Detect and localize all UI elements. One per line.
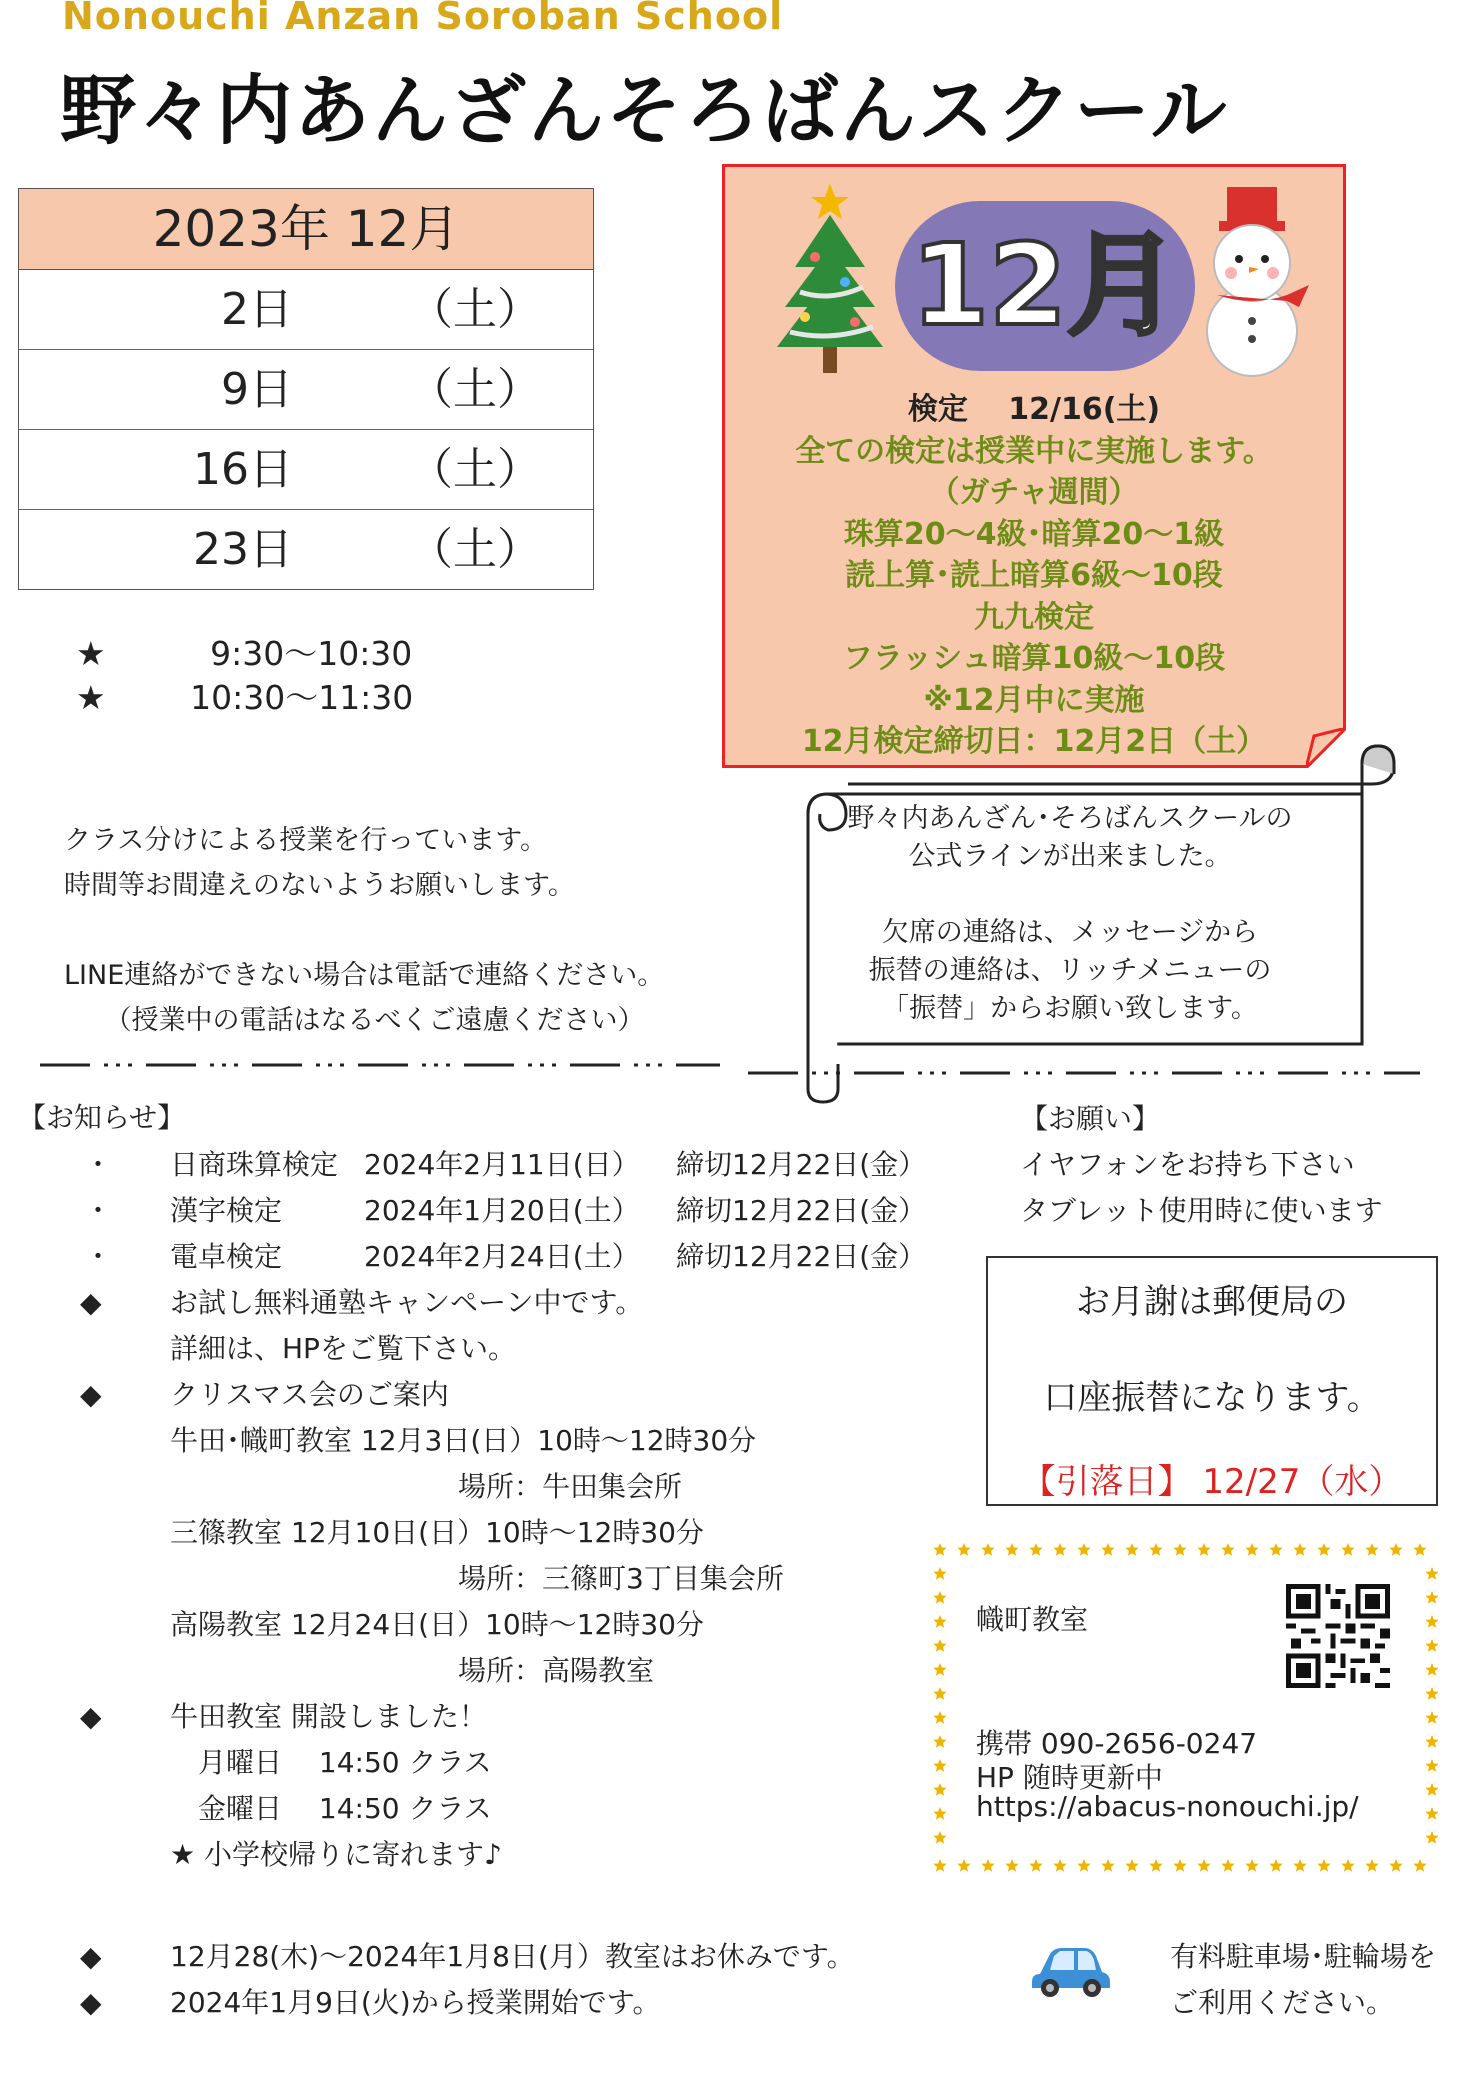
notice-text: 月曜日 14:50 クラス [170,1746,492,1779]
exam-notice-item [84,1142,926,1188]
notice-text: ★ 小学校帰りに寄れます♪ [170,1838,502,1871]
notice-list [80,1280,784,1878]
border-star [1149,1543,1162,1556]
border-star [1269,1543,1282,1556]
border-star [1077,1859,1090,1872]
border-star [1425,1615,1438,1628]
border-star [1341,1859,1354,1872]
diamond-icon: ◆ [80,1700,102,1733]
border-star [1341,1543,1354,1556]
website-link[interactable]: https://abacus-nonouchi.jp/ [976,1790,1359,1823]
border-star [957,1543,970,1556]
notice-text: 場所：高陽教室 [458,1654,655,1687]
exam-line: 読上算･読上暗算6級～10段 [845,558,1223,593]
exam-line: 全ての検定は授業中に実施します。 [795,433,1273,469]
parking-line: 有料駐車場･駐輪場を [1170,1940,1437,1973]
schedule-weekday: （土） [409,364,541,415]
contact-box [930,1540,1442,1876]
schedule-month: 2023年 12月 [19,189,593,270]
schedule-date: 9日 [221,364,293,415]
border-star [1245,1543,1258,1556]
border-star [1425,1639,1438,1652]
note-spacer [64,908,664,953]
border-star [1029,1543,1042,1556]
border-star [1425,1759,1438,1772]
border-star [1425,1687,1438,1700]
christmas-tree-icon [775,177,885,377]
line-info-line: 公式ラインが出来ました。 [908,841,1232,872]
exam-deadline: 締切12月22日(金） [676,1194,927,1227]
border-star [933,1859,946,1872]
border-star [1413,1859,1426,1872]
notice-text: 2024年1月9日(火)から授業開始です。 [170,1986,661,2019]
line-info [820,800,1320,1028]
hp-note: HP 随時更新中 [976,1761,1163,1794]
exam-date: 2024年2月11日(日） [364,1148,640,1181]
border-star [933,1663,946,1676]
border-star [981,1859,994,1872]
border-star [1389,1543,1402,1556]
border-star [1053,1543,1066,1556]
border-star [1125,1859,1138,1872]
exam-date: 2024年1月20日(土） [364,1194,640,1227]
notice-item [80,1602,784,1648]
notice-item [80,1832,784,1878]
notice-text: 高陽教室 12月24日(日）10時～12時30分 [170,1608,704,1641]
snowman-icon [1187,181,1317,381]
border-star [1005,1543,1018,1556]
notice-item [80,1980,855,2026]
exam-name: 漢字検定 [170,1194,283,1227]
notice-item [80,1418,784,1464]
exam-info-box [722,164,1346,768]
diamond-icon: ◆ [80,1986,102,2019]
exam-line: 九九検定 [974,599,1094,635]
notice-item [80,1556,784,1602]
note-line: LINE連絡ができない場合は電話で連絡ください。 [64,960,665,991]
notice-item [80,1694,784,1740]
schedule-row [19,270,593,350]
notice-text: 金曜日 14:50 クラス [170,1792,492,1825]
fee-line: 口座振替になります。 [1043,1378,1381,1418]
border-star [933,1807,946,1820]
time-slot-text: 9:30～10:30 [210,634,413,673]
border-star [1101,1859,1114,1872]
notice-text: 牛田･幟町教室 12月3日(日）10時～12時30分 [170,1424,757,1457]
class-note [64,818,664,1043]
star-icon: ★ [76,634,106,673]
border-star [1077,1543,1090,1556]
notice-item [80,1464,784,1510]
border-star [933,1543,946,1556]
notice-item [80,1740,784,1786]
diamond-icon: ◆ [80,1378,102,1411]
border-star [933,1591,946,1604]
schedule-row [19,430,593,510]
border-star [1197,1543,1210,1556]
notice-item [80,1934,855,1980]
classroom-name: 幟町教室 [976,1603,1089,1636]
border-star [1125,1543,1138,1556]
border-star [1365,1859,1378,1872]
note-line: （授業中の電話はなるべくご遠慮ください） [64,1005,645,1036]
border-star [1425,1567,1438,1580]
time-slot [76,628,412,675]
exam-notice-list [84,1142,926,1280]
border-star [1101,1543,1114,1556]
exam-line: 12月検定締切日：12月2日（土） [801,724,1267,759]
line-info-line: 振替の連絡は、リッチメニューの [868,955,1272,986]
closing-notices [80,1934,855,2026]
deduction-date: 【引落日】 12/27（水） [1021,1462,1403,1502]
notice-item [80,1280,784,1326]
notice-text: 詳細は、HPをご覧下さい。 [170,1332,516,1365]
line-info-spacer [820,876,1320,914]
notice-item [80,1510,784,1556]
dotted-divider [40,1058,720,1072]
note-line: クラス分けによる授業を行っています。 [64,825,548,856]
border-star [1029,1859,1042,1872]
notice-text: クリスマス会のご案内 [170,1378,449,1411]
schedule-date: 2日 [221,284,293,335]
fee-line: お月謝は郵便局の [1076,1282,1348,1322]
exam-deadline: 締切12月22日(金） [676,1148,927,1181]
month-badge-text: 12月 [911,221,1179,351]
notice-text: 三篠教室 12月10日(日）10時～12時30分 [170,1516,704,1549]
title-en: Nonouchi Anzan Soroban School [62,0,784,38]
schedule-date: 16日 [193,444,293,495]
dotted-divider [748,1066,1420,1080]
border-star [1413,1543,1426,1556]
notice-text: 場所：三篠町3丁目集会所 [458,1562,784,1595]
border-star [1425,1807,1438,1820]
requests [1020,1096,1383,1234]
notice-text: 牛田教室 開設しました！ [170,1700,487,1733]
border-star [1425,1831,1438,1844]
border-star [1005,1859,1018,1872]
schedule-row [19,510,593,589]
qr-code-icon[interactable] [1286,1584,1390,1688]
exam-name: 電卓検定 [170,1240,283,1273]
border-star [1149,1859,1162,1872]
border-star [933,1831,946,1844]
border-star [1173,1859,1186,1872]
notice-text: 12月28(木)～2024年1月8日(月）教室はお休みです。 [170,1940,855,1973]
phone-number: 携帯 090-2656-0247 [976,1727,1258,1760]
parking-note [1170,1934,1436,2026]
car-icon [1028,1940,1112,2000]
border-star [957,1859,970,1872]
border-star [1221,1543,1234,1556]
line-info-line: 「振替」からお願い致します。 [882,993,1258,1024]
exam-notice-item [84,1188,926,1234]
border-star [1221,1859,1234,1872]
exam-line: （ガチャ週間） [929,475,1139,510]
request-line: タブレット使用時に使います [1020,1194,1383,1227]
border-star [1053,1859,1066,1872]
border-star [933,1615,946,1628]
schedule-weekday: （土） [409,444,541,495]
request-line: イヤフォンをお持ち下さい [1020,1148,1355,1181]
schedule-row [19,350,593,430]
border-star [1389,1859,1402,1872]
exam-line: ※12月中に実施 [923,682,1145,718]
diamond-icon: ◆ [80,1286,102,1319]
border-star [933,1783,946,1796]
border-star [1365,1543,1378,1556]
fee-box [986,1256,1438,1506]
exam-date: 検定 12/16(土) [907,392,1161,427]
exam-line: 珠算20～4級･暗算20～1級 [843,516,1225,552]
border-star [933,1639,946,1652]
notice-item [80,1648,784,1694]
star-icon: ★ [76,678,106,717]
border-star [1425,1663,1438,1676]
border-star [1317,1543,1330,1556]
border-star [933,1759,946,1772]
exam-deadline: 締切12月22日(金） [676,1240,927,1273]
exam-line: フラッシュ暗算10級～10段 [842,641,1226,676]
notice-text: 場所：牛田集会所 [458,1470,683,1503]
schedule-weekday: （土） [409,524,541,575]
page-title: 野々内あんざんそろばんスクール [60,66,1229,155]
notices-heading: 【お知らせ】 [18,1101,186,1134]
border-star [933,1735,946,1748]
notice-item [80,1786,784,1832]
border-star [1173,1543,1186,1556]
border-star [933,1687,946,1700]
border-star [1425,1735,1438,1748]
border-star [933,1711,946,1724]
exam-notice-item [84,1234,926,1280]
border-star [933,1567,946,1580]
exam-date: 2024年2月24日(土） [364,1240,640,1273]
notice-item [80,1326,784,1372]
bullet: ・ [84,1148,113,1181]
border-star [1425,1711,1438,1724]
exam-name: 日商珠算検定 [170,1148,339,1181]
bullet: ・ [84,1240,113,1273]
exam-details [725,389,1343,763]
notice-text: お試し無料通塾キャンペーン中です。 [170,1286,644,1319]
border-star [1293,1859,1306,1872]
border-star [981,1543,994,1556]
border-star [1425,1783,1438,1796]
diamond-icon: ◆ [80,1940,102,1973]
requests-heading: 【お願い】 [1020,1102,1161,1135]
note-line: 時間等お間違えのないようお願いします。 [64,870,575,901]
border-star [1269,1859,1282,1872]
border-star [1317,1859,1330,1872]
border-star [1293,1543,1306,1556]
notice-item [80,1372,784,1418]
time-slot [76,672,413,719]
border-star [1245,1859,1258,1872]
line-info-line: 野々内あんざん･そろばんスクールの [847,803,1293,834]
time-slot-text: 10:30～11:30 [190,678,414,717]
schedule-date: 23日 [193,524,293,575]
border-star [1425,1591,1438,1604]
line-info-line: 欠席の連絡は、メッセージから [881,917,1259,948]
bullet: ・ [84,1194,113,1227]
parking-line: ご利用ください。 [1170,1986,1395,2019]
schedule-weekday: （土） [409,284,541,335]
border-star [1197,1859,1210,1872]
schedule-table [18,188,594,590]
